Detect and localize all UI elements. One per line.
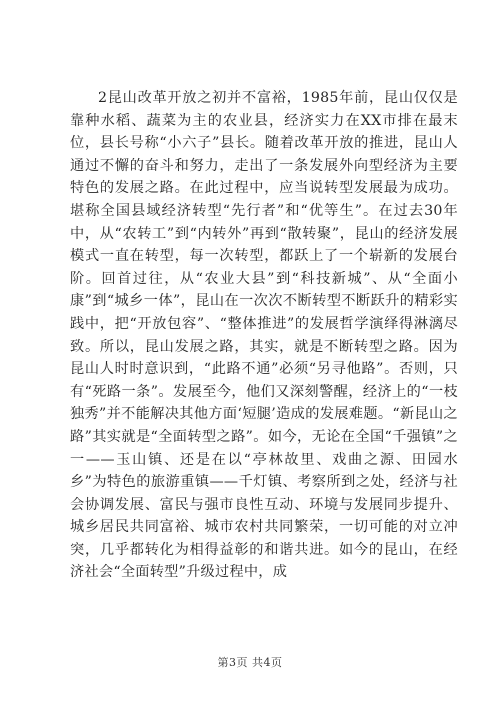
body-paragraph: 2昆山改革开放之初并不富裕，1985年前，昆山仅仅是靠种水稻、蔬菜为主的农业县，经济实力在XX市排在最末位，县长号称“小六子”县长。随着改革开放的推进，昆山人通过不懈的奋斗和努力，走出了一条发展外向型经济为主要特色的发展之路。在此过程中，应当说转型发展最为成功。堪称全国县域经济转型“先行者”和“优等生”。在过去30年中，从“农转工”到“内转外”再到“散转聚”，昆山的经济发展模式一直在转型，每一次转型，都跃上了一个崭新的发展台阶。回首过往，从“农业大县”到“科技新城”、从“全面小康”到“城乡一体”，昆山在一次次不断转型不断跃升的精彩实践中，把“开放包容”、“整体推进”的发展哲学演绎得淋漓尽致。所以，昆山发展之路，其实，就是不断转型之路。因为昆山人时时意识到，“此路不通”必须“另寻他路”。否则，只有“死路一条”。发展至今，他们又深刻警醒，经济上的“一枝独秀”并不能解决其他方面‘短腿’造成的发展难题。“新昆山之路”其实就是“全面转型之路”。如今，无论在全国“千强镇”之一——玉山镇、还是在以“亭林故里、戏曲之源、田园水乡”为特色的旅游重镇——千灯镇、考察所到之处，经济与社会协调发展、富民与强市良性互动、环境与发展同步提升、城乡居民共同富裕、城市农村共同繁荣，一切可能的对立冲突，几乎都转化为相得益彰的和谐共进。如今的昆山，在经济社会“全面转型”升级过程中，成 bbox=[70, 90, 458, 581]
page-number-footer: 第3页 共4页 bbox=[217, 656, 283, 669]
